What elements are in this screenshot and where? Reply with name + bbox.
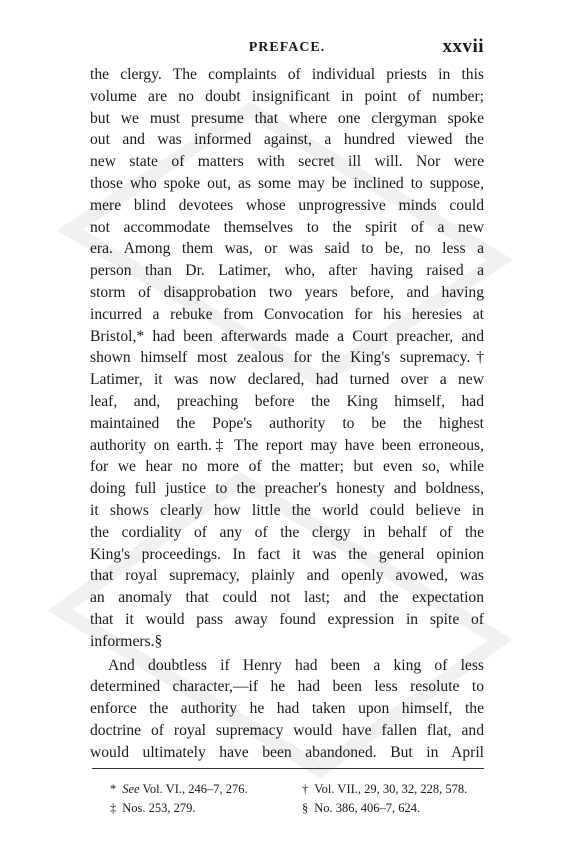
footnote-row [92,780,484,799]
running-head [90,34,484,60]
paragraph-1 [90,64,484,653]
footnote-1 [92,780,288,799]
text-line: King's proceedings. In fact it was the general opinion [90,545,484,563]
body-text [90,64,484,764]
text-line: shown himself most zealous for the King's supremacy.† [90,349,484,367]
footnote-3 [92,799,288,818]
text-line: it shows clearly how little the world could believe in [90,501,484,519]
footnote-row [92,799,484,818]
text-line: person than Dr. Latimer, who, after having raised a [90,262,484,280]
footnote-mark: § [302,801,309,815]
text-line: incurred a rebuke from Convocation for his heresies at [90,305,484,323]
text-line: that it would pass away found expression in spite of [90,610,484,628]
footnote-text: Vol. VI., 246–7, 276. [142,782,248,796]
footnote-4 [288,799,484,818]
text-line: not accommodate themselves to the spirit of a new [90,218,484,236]
footnote-text: Vol. VII., 29, 30, 32, 228, 578. [314,782,468,796]
footnote-mark: † [302,782,309,796]
text-line: but we must presume that where one clergyman spoke [90,109,484,127]
text-line: new state of matters with secret ill will. Nor were [90,153,484,171]
footnote-mark: ‡ [110,801,117,815]
text-line: enforce the authority he had taken upon himself, the [90,700,484,718]
text-line: informers.§ [90,632,163,650]
text-line: doctrine of royal supremacy would have fallen flat, and [90,721,484,739]
text-line: for we hear no more of the matter; but even so, while [90,458,484,476]
footnote-2 [288,780,484,799]
footnote-mark: * [110,782,117,796]
page-number: xxvii [442,36,484,57]
footnote-text: No. 386, 406–7, 624. [314,801,421,815]
text-line: determined character,—if he had been less resolute to [90,678,484,696]
text-line: volume are no doubt insignificant in point of number; [90,87,484,105]
text-line: that royal supremacy, plainly and openly avowed, was [90,567,484,585]
text-line: out and was informed against, a hundred viewed the [90,131,484,149]
text-line: Latimer, it was now declared, had turned over a new [90,371,484,389]
text-line: leaf, and, preaching before the King himself, had [90,392,484,410]
text-line: Bristol,* had been afterwards made a Court preacher, and [90,327,484,345]
footnotes [92,780,484,818]
text-line: doing full justice to the preacher's honesty and boldness, [90,480,484,498]
text-line: storm of disapprobation two years before, and having [90,283,484,301]
text-line: And doubtless if Henry had been a king of less [108,656,484,674]
text-line: maintained the Pope's authority to be the highest [90,414,484,432]
text-line: those who spoke out, as some may be inclined to suppose, [90,174,484,192]
text-line: an anomaly that could not last; and the expectation [90,589,484,607]
footnote-see: See [122,782,140,796]
text-line: mere blind devotees whose unprogressive minds could [90,196,484,214]
text-line: era. Among them was, or was said to be, no less a [90,240,484,258]
text-line: would ultimately have been abandoned. But in April [90,743,484,761]
text-line: the cordiality of any of the clergy in behalf of the [90,523,484,541]
running-head-title: PREFACE. [248,40,326,55]
text-line: authority on earth.‡ The report may have been erroneous, [90,436,484,454]
text-line: the clergy. The complaints of individual priests in this [90,66,484,83]
paragraph-2 [90,655,484,764]
footnote-text: Nos. 253, 279. [122,801,196,815]
footnote-rule [92,768,484,769]
